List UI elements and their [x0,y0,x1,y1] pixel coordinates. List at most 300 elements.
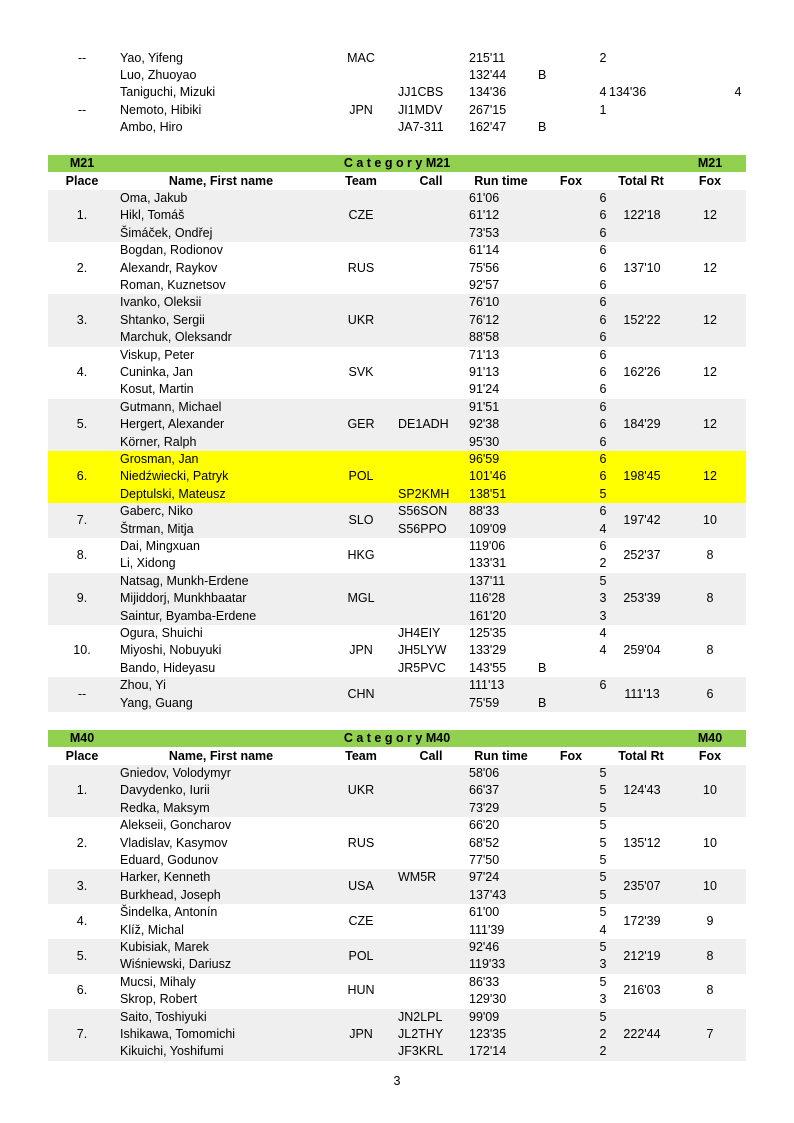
team-group [48,677,746,712]
run-time-cell: 129'30 [469,992,507,1007]
member-row [48,765,746,782]
total-time-cell: 152'22 [623,312,661,327]
team-group [48,294,746,346]
team-group [48,573,746,625]
team-cell: SVK [348,364,374,379]
run-time-cell: 76'12 [469,312,500,327]
fox-cell: 6 [599,434,607,449]
fox-cell: 6 [599,678,607,693]
run-time-cell: 267'15 [469,102,507,117]
call-cell: JL2THY [398,1026,444,1041]
run-time-cell: 116'28 [469,591,506,606]
table-row [48,84,746,101]
run-time-cell: 86'33 [469,974,500,989]
total-fox-cell: 4 [734,85,742,100]
name-cell: Ambo, Hiro [120,120,183,135]
member-row [48,381,746,398]
run-time-cell: 101'46 [469,469,507,484]
header-run-time: Run time [474,748,528,763]
name-cell: Yang, Guang [120,695,193,710]
fox-cell: 4 [599,85,607,100]
fox-cell: 2 [599,1026,607,1041]
place-cell: 5. [76,417,88,432]
run-time-cell: 137'43 [469,887,507,902]
fox-cell: 3 [599,608,607,623]
table-row [48,67,746,84]
total-time-cell: 252'37 [623,547,661,562]
fox-cell: 6 [599,312,607,327]
fox-cell: 5 [599,766,607,780]
total-fox-cell: 7 [706,1026,714,1041]
fox-cell: 6 [599,208,607,223]
table-row [48,50,746,67]
name-cell: Yao, Yifeng [120,50,184,65]
name-cell: Kosut, Martin [120,382,194,397]
total-fox-cell: 12 [703,364,717,379]
member-row [48,642,746,659]
name-cell: Shtanko, Sergii [120,312,205,327]
total-fox-cell: 8 [706,948,714,963]
member-row [48,1009,746,1026]
category-title: C a t e g o r y M40 [343,731,451,745]
name-cell: Klíž, Michal [120,922,184,937]
team-group [48,625,746,677]
fox-cell: 5 [599,852,607,867]
fox-cell: 6 [599,243,607,258]
member-row [48,991,746,1008]
fox-cell: 6 [599,191,607,205]
name-cell: Wiśniewski, Dariusz [120,957,232,972]
table-row [48,119,746,136]
name-cell: Redka, Maksym [120,800,210,815]
total-time-cell: 122'18 [623,208,661,223]
team-group [48,242,746,294]
run-time-cell: 68'52 [469,835,500,850]
member-row [48,677,746,694]
category-code-right: M21 [697,156,723,170]
total-time-cell: 259'04 [623,643,661,658]
header-place: Place [65,748,99,763]
category-bar [48,155,746,172]
total-time-cell: 222'44 [623,1026,661,1041]
fox-cell: 6 [599,382,607,397]
total-fox-cell: 12 [703,417,717,432]
total-time-cell: 124'43 [623,783,661,798]
fox-cell: 2 [599,1044,607,1059]
fox-cell: 2 [599,556,607,571]
member-row [48,277,746,294]
fox-cell: 5 [599,573,607,588]
total-time-cell: 216'03 [623,983,661,998]
fox-cell: 3 [599,591,607,606]
b-flag-cell: B [538,67,547,82]
member-row [48,1043,746,1060]
name-cell: Luo, Zhuoyao [120,67,197,82]
member-row [48,503,746,520]
place-cell: 4. [76,364,88,379]
run-time-cell: 73'53 [469,225,500,240]
member-row [48,312,746,329]
run-time-cell: 88'58 [469,330,500,345]
run-time-cell: 143'55 [469,660,507,675]
name-cell: Dai, Mingxuan [120,539,200,553]
fox-cell: 6 [599,330,607,345]
run-time-cell: 172'14 [469,1044,507,1059]
fox-cell: 4 [599,643,607,658]
run-time-cell: 75'59 [469,695,500,710]
member-row [48,922,746,939]
fox-cell: 5 [599,486,607,501]
team-cell: UKR [347,312,375,327]
team-cell: HKG [347,547,375,562]
member-row [48,451,746,468]
team-cell: POL [348,469,374,484]
fox-cell: 3 [599,992,607,1007]
fox-cell: 5 [599,783,607,798]
run-time-cell: 119'06 [469,539,506,553]
total-time-cell: 137'10 [623,260,661,275]
member-row [48,225,746,242]
name-cell: Gaberc, Niko [120,504,193,519]
header-place: Place [65,173,99,188]
run-time-cell: 88'33 [469,504,500,519]
name-cell: Saintur, Byamba-Erdene [120,608,257,623]
team-cell: JPN [349,102,373,117]
run-time-cell: 77'50 [469,852,500,867]
category-title: C a t e g o r y M21 [343,156,451,170]
place-cell: -- [77,102,87,117]
call-cell: JI1MDV [398,102,443,117]
place-cell: 1. [76,783,88,798]
team-group [48,538,746,573]
name-cell: Marchuk, Oleksandr [120,330,232,345]
member-row [48,190,746,207]
run-time-cell: 61'00 [469,905,500,920]
name-cell: Skrop, Robert [120,992,198,1007]
header-total-fox: Fox [698,173,722,188]
place-cell: 9. [76,591,88,606]
run-time-cell: 111'13 [469,678,505,693]
name-cell: Harker, Kenneth [120,870,211,885]
name-cell: Li, Xidong [120,556,176,571]
place-cell: 4. [76,913,88,928]
name-cell: Vladislav, Kasymov [120,835,228,850]
team-group [48,451,746,503]
team-cell: JPN [349,643,373,658]
run-time-cell: 92'38 [469,417,500,432]
fox-cell: 5 [599,940,607,954]
header-call: Call [419,748,443,763]
total-time-cell: 253'39 [623,591,661,606]
name-cell: Viskup, Peter [120,347,195,362]
page-number: 3 [393,1074,401,1088]
team-cell: CZE [348,208,374,223]
name-cell: Roman, Kuznetsov [120,277,226,292]
fox-cell: 6 [599,504,607,519]
member-row [48,956,746,973]
member-row [48,294,746,311]
call-cell: JR5PVC [398,660,446,675]
place-cell: 3. [76,312,88,327]
table-header [48,173,746,190]
header-team: Team [345,173,377,188]
team-cell: RUS [347,835,375,850]
run-time-cell: 66'20 [469,818,500,833]
run-time-cell: 75'56 [469,260,500,275]
total-time-cell: 162'26 [623,364,661,379]
table-header [48,748,746,765]
member-row [48,521,746,538]
fox-cell: 6 [599,469,607,484]
total-fox-cell: 10 [703,879,717,894]
fox-cell: 6 [599,260,607,275]
total-fox-cell: 12 [703,260,717,275]
team-group [48,1009,746,1061]
category-code-right: M40 [697,731,723,745]
fox-cell: 6 [599,417,607,432]
fox-cell: 5 [599,818,607,833]
name-cell: Ishikawa, Tomomichi [120,1026,236,1041]
fox-cell: 6 [599,277,607,292]
name-cell: Šindelka, Antonín [120,905,218,920]
fox-cell: 6 [599,347,607,362]
fox-cell: 4 [599,626,607,640]
total-fox-cell: 12 [703,208,717,223]
member-row [48,800,746,817]
place-cell: -- [77,686,87,701]
fox-cell: 6 [599,364,607,379]
run-time-cell: 58'06 [469,766,500,780]
header-total: Total Rt [618,748,664,763]
name-cell: Saito, Toshiyuki [120,1009,207,1024]
team-group [48,974,746,1009]
total-time-cell: 197'42 [623,512,661,527]
member-row [48,590,746,607]
run-time-cell: 61'12 [469,208,500,223]
total-fox-cell: 8 [706,983,714,998]
run-time-cell: 92'57 [469,277,500,292]
total-fox-cell: 8 [706,643,714,658]
call-cell: S56PPO [398,521,447,536]
run-time-cell: 91'51 [469,399,500,414]
total-fox-cell: 8 [706,591,714,606]
name-cell: Deptulski, Mateusz [120,486,226,501]
call-cell: JA7-311 [398,120,444,135]
run-time-cell: 97'24 [469,870,500,885]
call-cell: S56SON [398,504,448,519]
total-fox-cell: 10 [703,835,717,850]
run-time-cell: 109'09 [469,521,507,536]
name-cell: Hikl, Tomáš [120,208,185,223]
member-row [48,660,746,677]
b-flag-cell: B [538,120,547,135]
total-time-cell: 198'45 [623,469,661,484]
member-row [48,329,746,346]
call-cell: WM5R [398,870,437,885]
header-run-time: Run time [474,173,528,188]
name-cell: Cuninka, Jan [120,364,193,379]
total-fox-cell: 12 [703,312,717,327]
total-time-cell: 184'29 [623,417,661,432]
member-row [48,625,746,642]
place-cell: -- [77,50,87,65]
table-row [48,102,746,119]
member-row [48,364,746,381]
total-fox-cell: 10 [703,783,717,798]
total-fox-cell: 9 [706,913,714,928]
member-row [48,347,746,364]
run-time-cell: 125'35 [469,626,507,640]
member-row [48,434,746,451]
fox-cell: 3 [599,957,607,972]
run-time-cell: 161'20 [469,608,507,623]
place-cell: 2. [76,260,88,275]
place-cell: 10. [73,643,91,658]
name-cell: Ivanko, Oleksii [120,295,202,310]
run-time-cell: 137'11 [469,573,506,588]
team-group [48,399,746,451]
run-time-cell: 61'14 [469,243,500,258]
member-row [48,399,746,416]
name-cell: Niedźwiecki, Patryk [120,469,229,484]
header-total: Total Rt [618,173,664,188]
header-name: Name, First name [168,173,274,188]
total-fox-cell: 12 [703,469,717,484]
total-time-cell: 111'13 [624,686,660,701]
header-team: Team [345,748,377,763]
team-cell: CZE [348,913,374,928]
name-cell: Zhou, Yi [120,678,166,693]
name-cell: Šimáček, Ondřej [120,225,213,240]
name-cell: Miyoshi, Nobuyuki [120,643,222,658]
member-row [48,1026,746,1043]
team-group [48,190,746,242]
header-name: Name, First name [168,748,274,763]
member-row [48,416,746,433]
call-cell: JH5LYW [398,643,447,658]
fox-cell: 6 [599,452,607,466]
fox-cell: 5 [599,905,607,920]
call-cell: JN2LPL [398,1009,443,1024]
total-time-cell: 212'19 [623,948,661,963]
name-cell: Kubisiak, Marek [120,940,209,954]
team-cell: CHN [347,686,375,701]
place-cell: 5. [76,948,88,963]
member-row [48,817,746,834]
place-cell: 6. [76,469,88,484]
name-cell: Burkhead, Joseph [120,887,221,902]
name-cell: Ogura, Shuichi [120,626,203,640]
member-row [48,974,746,991]
team-cell: UKR [347,783,375,798]
category-bar [48,730,746,747]
category-code-left: M21 [69,156,95,170]
name-cell: Grosman, Jan [120,452,199,466]
fox-cell: 4 [599,521,607,536]
fox-cell: 4 [599,922,607,937]
name-cell: Oma, Jakub [120,191,188,205]
fox-cell: 6 [599,225,607,240]
run-time-cell: 162'47 [469,120,507,135]
fox-cell: 6 [599,539,607,553]
total-fox-cell: 8 [706,547,714,562]
fox-cell: 5 [599,800,607,815]
run-time-cell: 138'51 [469,486,507,501]
member-row [48,486,746,503]
fox-cell: 5 [599,835,607,850]
call-cell: DE1ADH [398,417,449,432]
name-cell: Bogdan, Rodionov [120,243,223,258]
call-cell: JH4EIY [398,626,441,640]
team-group [48,503,746,538]
team-cell: RUS [347,260,375,275]
run-time-cell: 119'33 [469,957,506,972]
run-time-cell: 71'13 [469,347,500,362]
run-time-cell: 99'09 [469,1009,500,1024]
fox-cell: 5 [599,887,607,902]
team-cell: JPN [349,1026,373,1041]
name-cell: Taniguchi, Mizuki [120,85,216,100]
total-fox-cell: 10 [703,512,717,527]
name-cell: Hergert, Alexander [120,417,225,432]
total-fox-cell: 6 [706,686,714,701]
member-row [48,468,746,485]
name-cell: Natsag, Munkh-Erdene [120,573,249,588]
name-cell: Eduard, Godunov [120,852,218,867]
run-time-cell: 96'59 [469,452,500,466]
name-cell: Davydenko, Iurii [120,783,210,798]
team-cell: SLO [348,512,374,527]
member-row [48,242,746,259]
team-cell: MGL [347,591,375,606]
member-row [48,835,746,852]
run-time-cell: 66'37 [469,783,500,798]
name-cell: Kikuichi, Yoshifumi [120,1044,224,1059]
run-time-cell: 91'24 [469,382,500,397]
member-row [48,260,746,277]
member-row [48,782,746,799]
run-time-cell: 92'46 [469,940,500,954]
name-cell: Nemoto, Hibiki [120,102,202,117]
fox-cell: 5 [599,870,607,885]
run-time-cell: 61'06 [469,191,500,205]
name-cell: Alekseii, Goncharov [120,818,232,833]
member-row [48,608,746,625]
team-cell: USA [348,879,374,894]
team-cell: HUN [347,983,375,998]
member-row [48,207,746,224]
name-cell: Körner, Ralph [120,434,197,449]
team-cell: GER [347,417,375,432]
run-time-cell: 123'35 [469,1026,507,1041]
team-group [48,869,746,904]
place-cell: 8. [76,547,88,562]
name-cell: Gniedov, Volodymyr [120,766,231,780]
team-group [48,817,746,869]
run-time-cell: 91'13 [469,364,500,379]
team-cell: MAC [347,50,375,65]
team-group [48,939,746,974]
header-total-fox: Fox [698,748,722,763]
run-time-cell: 134'36 [469,85,507,100]
place-cell: 6. [76,983,88,998]
call-cell: SP2KMH [398,486,450,501]
total-time-cell: 135'12 [623,835,661,850]
member-row [48,939,746,956]
call-cell: JJ1CBS [398,85,444,100]
total-time-cell: 172'39 [623,913,661,928]
member-row [48,555,746,572]
